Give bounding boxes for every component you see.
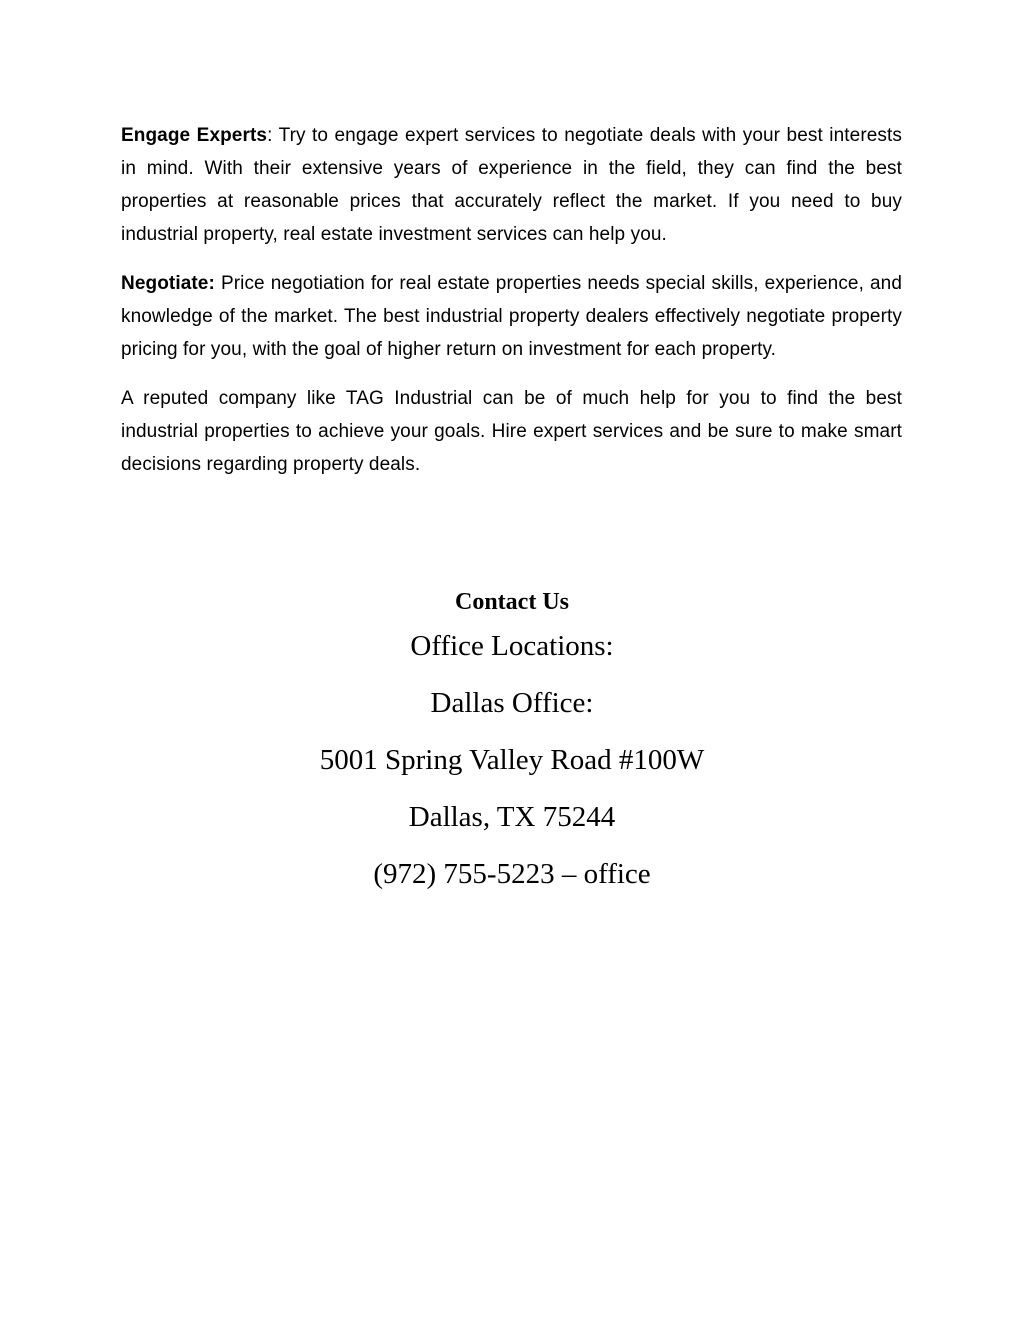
paragraph-negotiate bbox=[121, 267, 902, 366]
paragraph-text: Price negotiation for real estate properties needs special skills, experience, and knowledge of the market. The best industrial property dealers effectively negotiate property pricing for you, with the goal of higher return on investment for each property. bbox=[121, 273, 902, 360]
paragraph-text: A reputed company like TAG Industrial can be of much help for you to find the best industrial properties to achieve your goals. Hire expert services and be sure to make smart decisions regarding property deals. bbox=[121, 388, 902, 475]
phone-number: (972) 755-5223 – office bbox=[373, 858, 651, 890]
paragraph-separator: : bbox=[267, 125, 279, 146]
paragraph-company bbox=[121, 382, 902, 481]
body-text bbox=[121, 119, 902, 497]
contact-section bbox=[0, 584, 1024, 911]
office-locations-label: Office Locations: bbox=[410, 630, 614, 662]
paragraph-lead: Engage Experts bbox=[121, 125, 268, 146]
paragraph-text: Try to engage expert services to negotiate deals with your best interests in mind. With their extensive years of experience in the field, they can find the best properties at reasonable prices that accurately reflect the market. If you need to buy industrial property, real estate investment services can help you. bbox=[121, 125, 902, 245]
paragraph-lead: Negotiate: bbox=[121, 273, 215, 294]
city-state-zip: Dallas, TX 75244 bbox=[408, 801, 616, 833]
office-name: Dallas Office: bbox=[430, 687, 594, 719]
street-address: 5001 Spring Valley Road #100W bbox=[319, 744, 705, 776]
contact-heading: Contact Us bbox=[455, 589, 569, 615]
paragraph-engage-experts bbox=[121, 119, 902, 251]
